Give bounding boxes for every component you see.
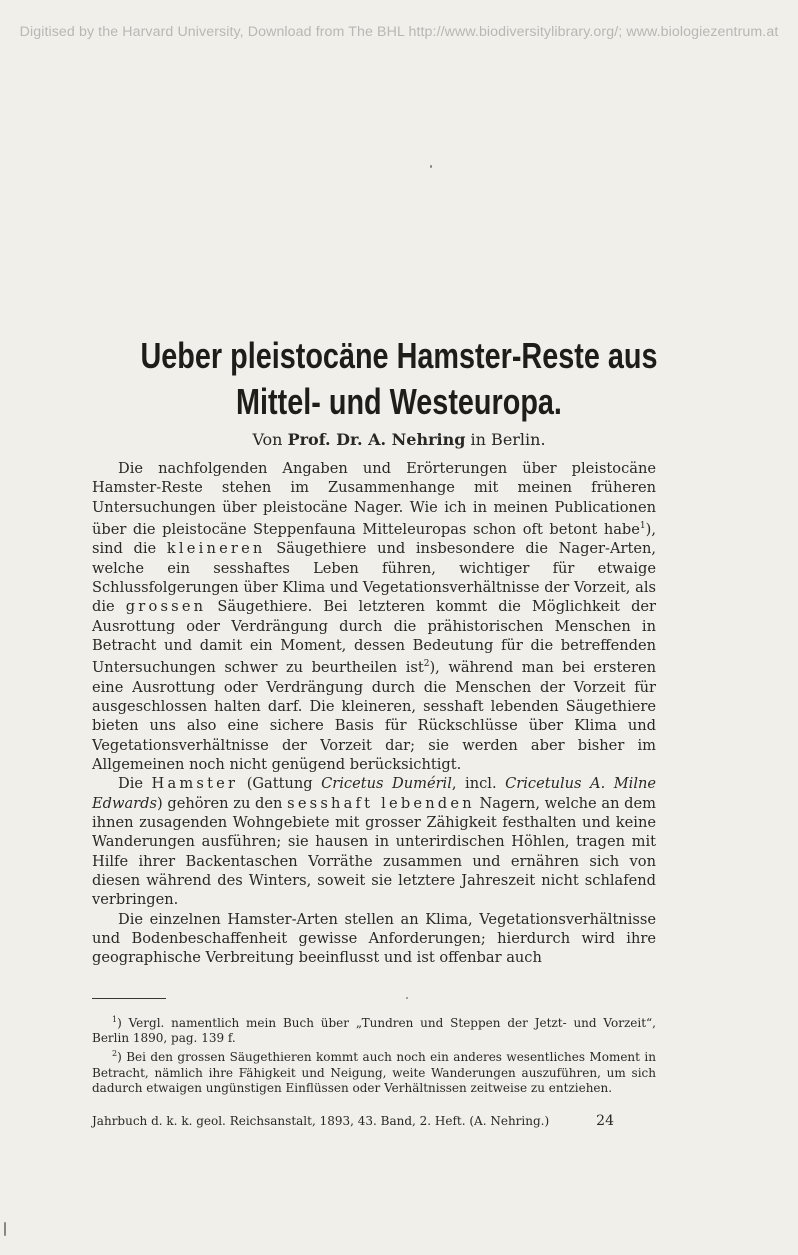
watermark: Digitised by the Harvard University, Download from The BHL http://www.biodiversitylibrary.org/; www.biologiezentrum.at [19, 24, 779, 40]
p2-text-d: ) gehören zu den [157, 794, 283, 812]
paper-speck [4, 1222, 6, 1236]
p1-text-d: Säugethiere. Bei letzteren kommt die Möglichkeit der Ausrottung oder Verdrängung durch die prähistorischen Menschen in Betracht und damit ein Moment, dessen Bedeutung für die betreffenden Untersuchungen schwer zu beurtheilen ist [92, 598, 657, 677]
paper-speck [430, 165, 432, 168]
byline [0, 430, 798, 449]
footnote-ref-1: 1 [639, 521, 646, 532]
journal-citation: Jahrbuch d. k. k. geol. Reichsanstalt, 1893, 43. Band, 2. Heft. (A. Nehring.) [92, 1114, 550, 1128]
genus-cricetus: Cricetus Duméril [321, 775, 452, 793]
article-body [92, 459, 656, 968]
footnote-1-text: ) Vergl. namentlich mein Buch über „Tundren und Steppen der Jetzt- und Vorzeit“, Berlin 1890, pag. 139 f. [92, 1016, 656, 1046]
footnotes [92, 1012, 656, 1096]
byline-location: in Berlin. [470, 430, 546, 449]
p2-text-a: Die [118, 775, 144, 793]
p1-text-c: Säugethiere und insbesondere die Nager-Arten, welche ein sesshaftes Leben führen, wichtiger für etwaige Schlussfolgerungen über Klima und Vegetationsverhältnisse der Vorzeit, als die [92, 540, 657, 616]
page-number: 24 [596, 1113, 614, 1129]
p2-text-c: , incl. [451, 775, 497, 793]
footnote-ref-2: 2 [423, 659, 430, 670]
byline-prefix: Von [252, 430, 283, 449]
paper-speck [406, 997, 408, 999]
genus-cricetulus: Cricetulus A. Milne Edwards [92, 775, 657, 812]
p1-text-a: Die nachfolgenden Angaben und Erörterungen über pleistocäne Hamster-Reste stehen im Zusammenhange mit meinen früheren Untersuchungen über pleistocäne Nager. Wie ich in meinen Publicationen über die pleistocäne Steppenfauna Mitteleuropas schon oft betont habe [92, 460, 656, 538]
paragraph-3: Die einzelnen Hamster-Arten stellen an Klima, Vegetationsverhältnisse und Bodenbeschaffenheit gewisse Anforderungen; hierdurch wird ihre geographische Verbreitung beeinflusst und ist offenbar auch [92, 910, 656, 967]
footnote-2-mark: 2 [112, 1049, 118, 1059]
title-line-2: Mittel- und Westeuropa. [236, 381, 562, 422]
footnote-2 [92, 1046, 656, 1096]
paragraph-2 [92, 774, 656, 909]
emph-grossen: grossen [125, 598, 207, 616]
author-name: Prof. Dr. A. Nehring [287, 430, 466, 449]
title-line-1: Ueber pleistocäne Hamster-Reste aus [140, 335, 658, 376]
p2-text-b: (Gattung [246, 775, 313, 793]
footnote-divider [92, 998, 166, 999]
page-footer [92, 1114, 656, 1128]
emph-sesshaft-lebenden: sesshaft lebenden [287, 794, 475, 812]
article-title [80, 333, 718, 425]
footnote-2-text: ) Bei den grossen Säugethieren kommt auch noch ein anderes wesentliches Moment in Betracht, nämlich ihre Fähigkeit und Neigung, weite Wanderungen auszuführen, um sich dadurch etwaigen ungünstigen Einflüssen oder Verhältnissen zeitweise zu entziehen. [92, 1050, 656, 1095]
p2-text-e: Nagern, welche an dem ihnen zusagenden Wohngebiete mit grosser Zähigkeit festhalten und keine Wanderungen ausführen; sie hausen in unterirdischen Höhlen, tragen mit Hilfe ihrer Backentaschen Vorräthe zusammen und ernähren sich von diesen während des Winters, soweit sie letztere Jahreszeit nicht schlafend verbringen. [92, 794, 656, 909]
footnote-1-mark: 1 [112, 1015, 118, 1024]
p1-text-b: ), sind die [92, 520, 656, 558]
footnote-1 [92, 1012, 656, 1046]
paragraph-1 [92, 459, 656, 774]
emph-hamster: Hamster [151, 775, 239, 793]
emph-kleineren: kleineren [166, 540, 266, 558]
p1-text-e: ), während man bei ersteren eine Ausrottung oder Verdrängung durch die Menschen der Vorzeit für ausgeschlossen halten darf. Die kleineren, sesshaft lebenden Säugethiere bieten uns also eine sichere Basis für Rückschlüsse über Klima und Vegetationsverhältnisse der Vorzeit dar; sie werden aber bisher im Allgemeinen noch nicht genügend berücksichtigt. [92, 659, 656, 773]
